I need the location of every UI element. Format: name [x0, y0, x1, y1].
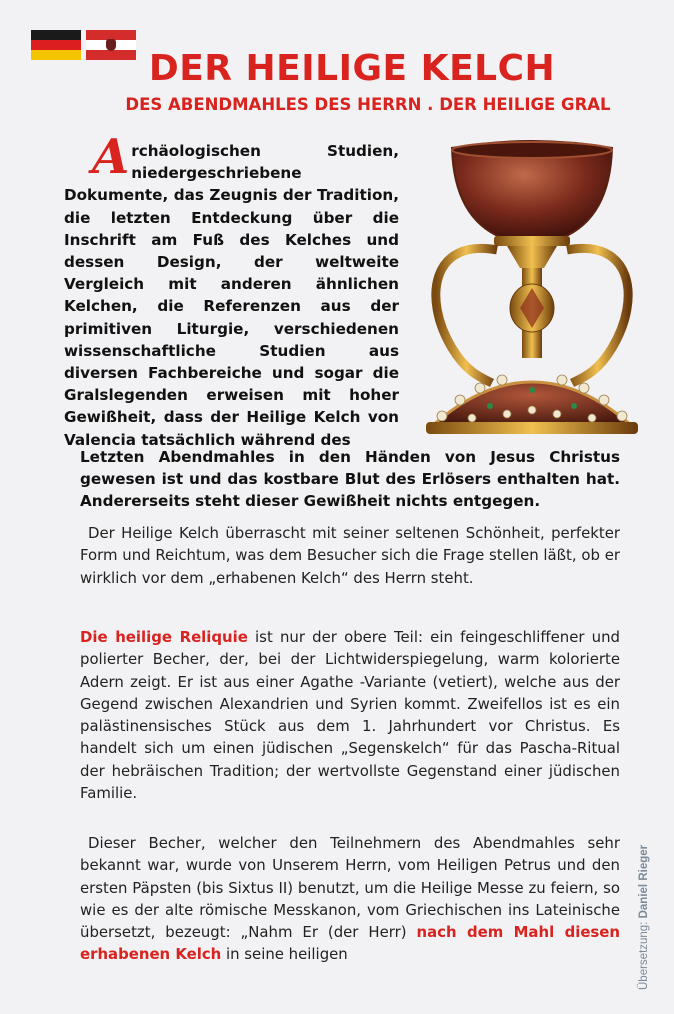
holy-chalice-image [412, 138, 652, 448]
relic-highlight: Die heilige Reliquie [80, 628, 248, 646]
chalice-highlight: nach dem Mahl diesen erhabenen Kelch [80, 923, 620, 964]
paragraph-beauty: Der Heilige Kelch überrascht mit seiner seltenen Schönheit, perfekter Form und Reichtum, was dem Besucher sich die Frage stellen läßt, ob er wirklich vor dem „erhabenen Kelch“ des Herrn steht. [80, 524, 620, 587]
translator-name: Daniel Rieger [638, 844, 650, 919]
drop-cap: A [92, 129, 130, 185]
paragraph-relic: Die heilige Reliquie ist nur der obere Teil: ein feingeschliffener und polierter Becher, der, bei der Lichtwiderspiegelung, warm kolorierte Adern zeigt. Er ist aus einer Agathe -Variante (vetiert), welche aus der Gegend zwischen Alexandrien und Syrien kommt. Zweifellos ist es ein palästinensisches Stück aus dem 1. Jahrhundert vor Christus. Es handelt sich um einen jüdischen „Segenskelch“ für das Pascha-Ritual der hebräischen Tradition; der wertvollste Gegenstand einer jüdischen Familie. [80, 628, 620, 803]
intro-paragraph [64, 129, 399, 451]
intro-text: rchäologischen Studien, niedergeschriebene Dokumente, das Zeugnis der Tradition, die letzten Entdeckung über die Inschrift am Fuß des Kelches und dessen Design, der weltweite Vergleich mit anderen ähnlichen Kelchen, die Referenzen aus der primitiven Liturgie, verschiedenen wissenschaftliche Studien aus diversen Fachbereiche und sogar die Gralslegenden erweisen mit hoher Gewißheit, dass der Heilige Kelch von Valencia tatsächlich während des [64, 142, 399, 449]
intro-paragraph-continuation: Letzten Abendmahles in den Händen von Jesus Christus gewesen ist und das kostbare Blut des Erlösers enthalten hat. Andererseits steht dieser Gewißheit nichts entgegen. [80, 448, 620, 511]
page-title: DER HEILIGE KELCH [148, 48, 556, 89]
page-subtitle: DES ABENDMAHLES DES HERRN . DER HEILIGE GRAL [125, 95, 611, 114]
translation-credit: Übersetzung: Daniel Rieger [638, 844, 650, 990]
paragraph-history: Dieser Becher, welcher den Teilnehmern des Abendmahles sehr bekannt war, wurde von Unserem Herrn, vom Heiligen Petrus und den ersten Päpsten (bis Sixtus II) benutzt, um die Heilige Messe zu feiern, so wie es der alte römische Messkanon, vom Griechischen ins Lateinische übersetzt, bezeugt: „Nahm Er (der Herr) nach dem Mahl diesen erhabenen Kelch in seine heiligen [80, 834, 620, 964]
